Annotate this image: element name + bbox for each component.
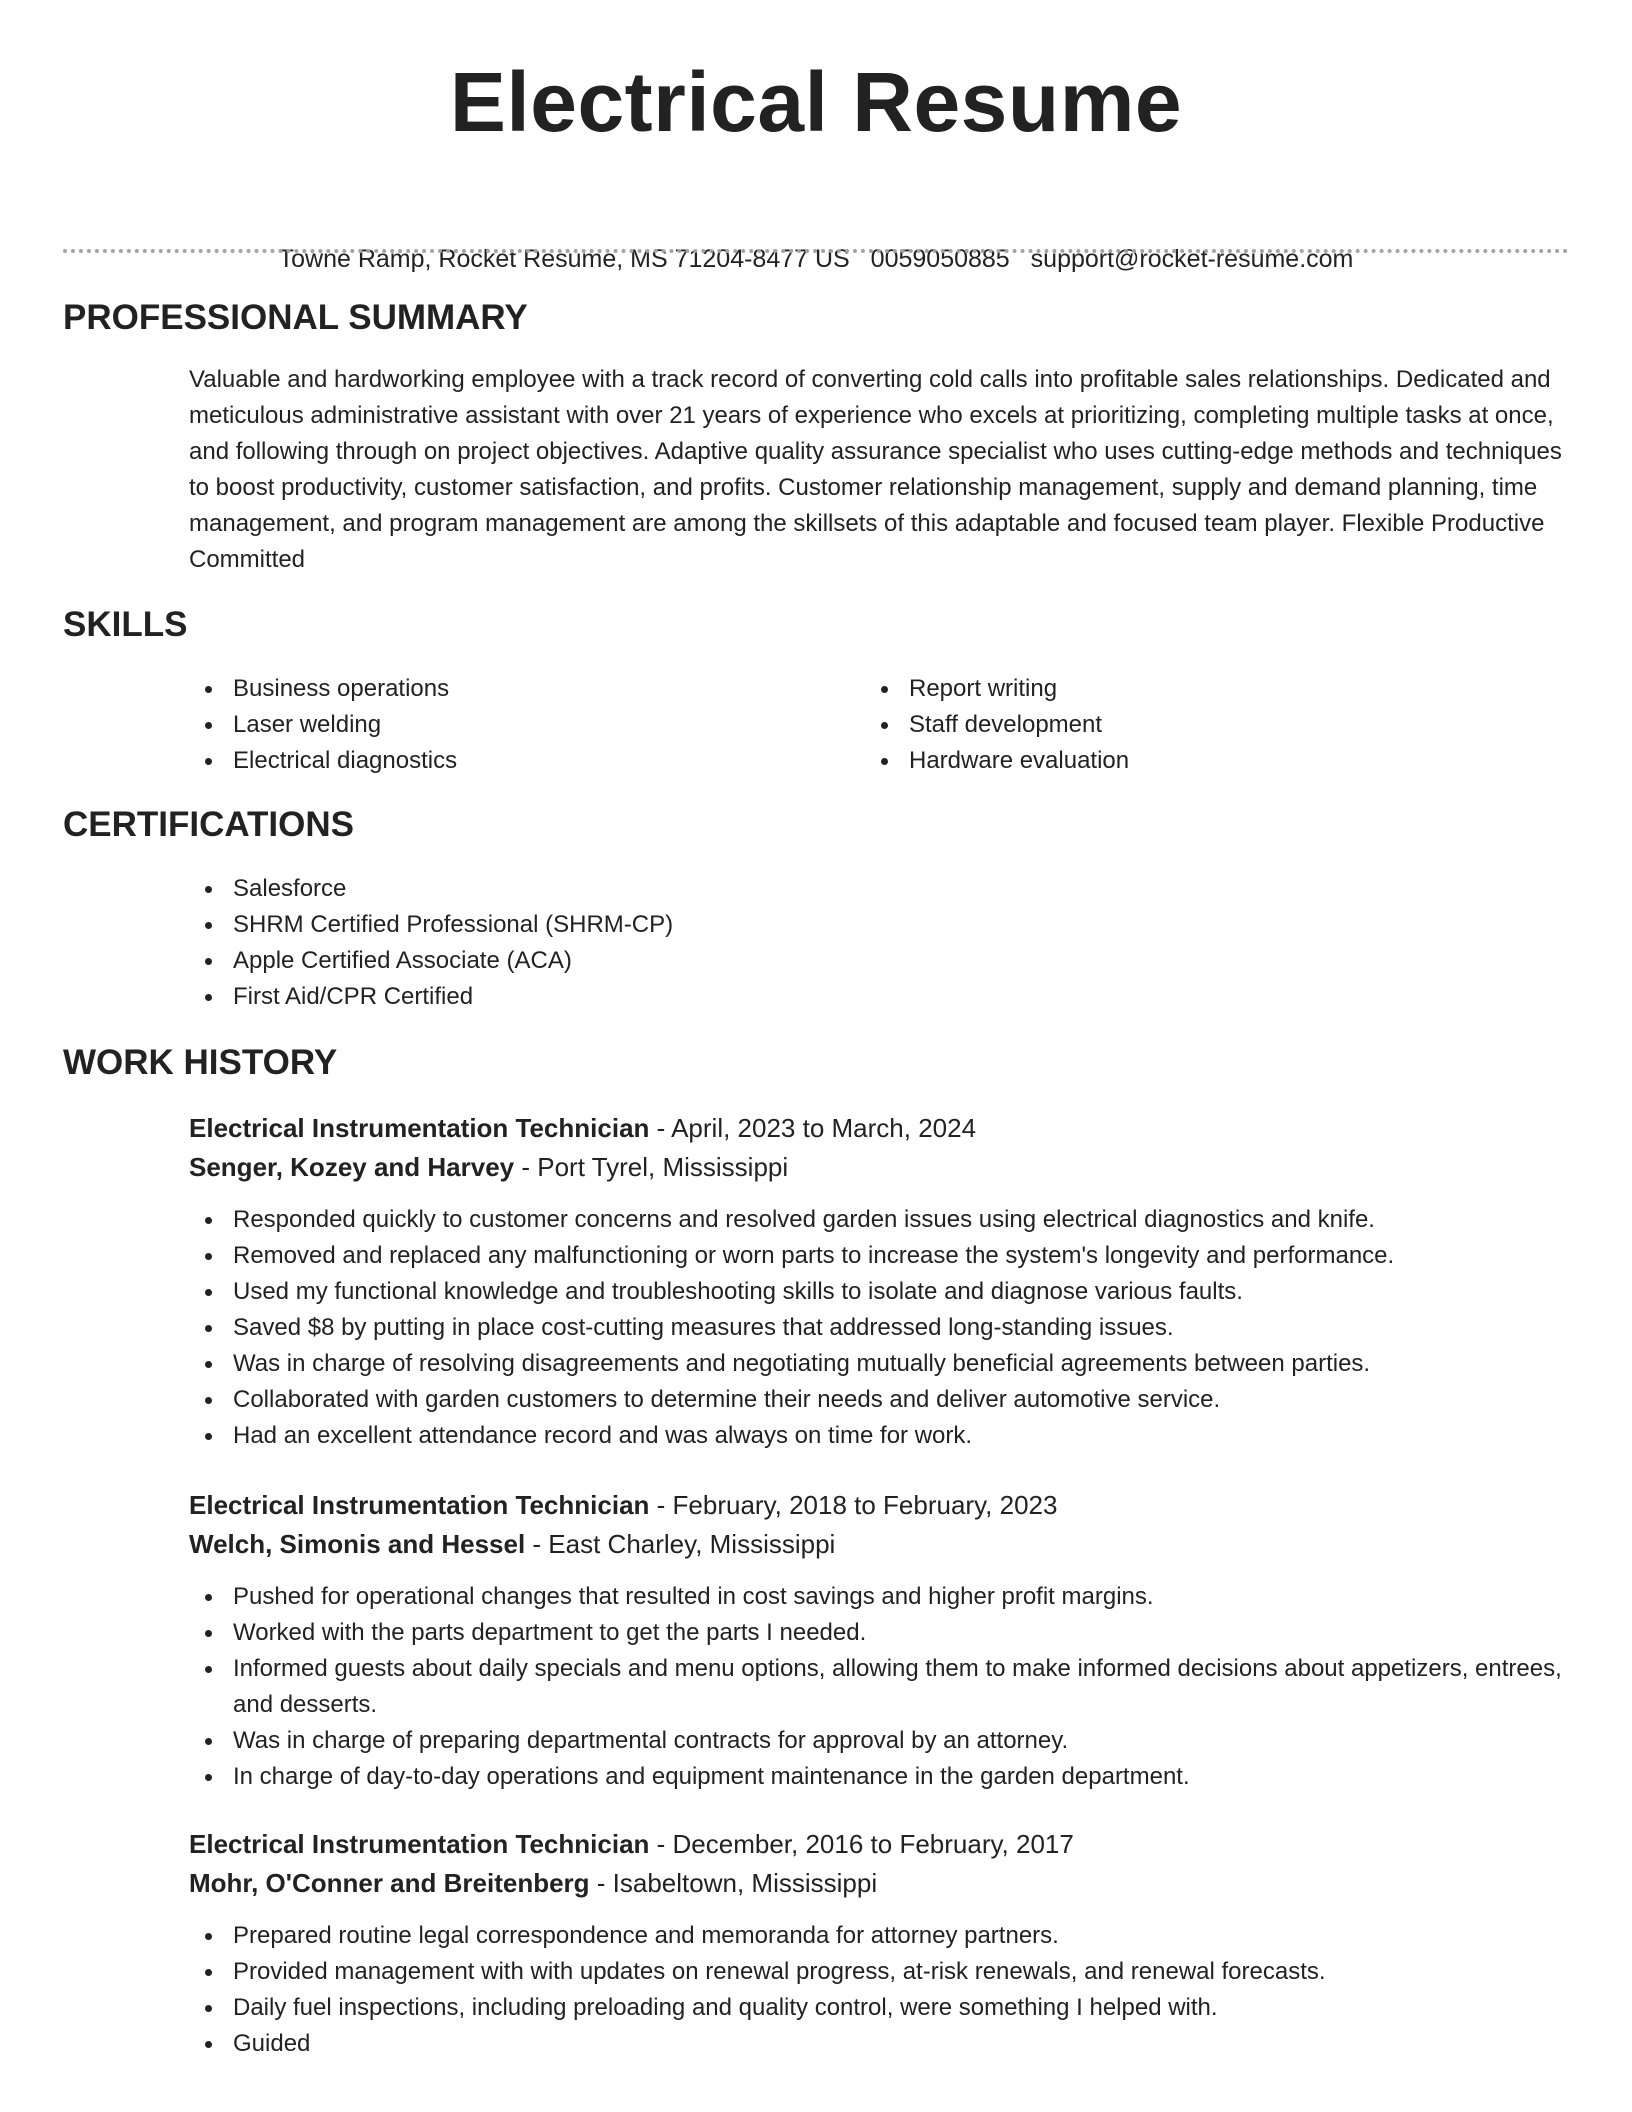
job-bullets (189, 1918, 1569, 2062)
job-title-line (189, 1109, 1569, 1147)
job-bullet: Provided management with with updates on renewal progress, at-risk renewals, and renewal forecasts. (189, 1954, 1569, 1990)
skill-item: Business operations (189, 671, 829, 707)
job-title: Electrical Instrumentation Technician (189, 1113, 650, 1143)
skill-item: Report writing (865, 671, 1505, 707)
job-bullet: Was in charge of preparing departmental contracts for approval by an attorney. (189, 1723, 1569, 1759)
job-bullets (189, 1579, 1569, 1795)
skills-list-right (865, 671, 1505, 779)
job-bullet: Saved $8 by putting in place cost-cutting measures that addressed long-standing issues. (189, 1310, 1569, 1346)
job-bullets (189, 1202, 1569, 1454)
job-bullet: Informed guests about daily specials and menu options, allowing them to make informed decisions about appetizers, entrees, and desserts. (189, 1651, 1569, 1723)
work-history-heading: WORK HISTORY (63, 1043, 338, 1082)
job-title-line (189, 1486, 1569, 1524)
job-bullet: Responded quickly to customer concerns and resolved garden issues using electrical diagnostics and knife. (189, 1202, 1569, 1238)
job-dates: - December, 2016 to February, 2017 (649, 1829, 1074, 1859)
skills-heading: SKILLS (63, 605, 188, 644)
certifications-heading: CERTIFICATIONS (63, 805, 355, 844)
job-bullet: Used my functional knowledge and troubleshooting skills to isolate and diagnose various faults. (189, 1274, 1569, 1310)
summary-heading: PROFESSIONAL SUMMARY (63, 298, 528, 337)
job-title: Electrical Instrumentation Technician (189, 1490, 650, 1520)
summary-text: Valuable and hardworking employee with a track record of converting cold calls into profitable sales relationships. Dedicated and meticulous administrative assistant with over 21 years of experience who excels at prioritizing, completing multiple tasks at once, and following through on project objectives. Adaptive quality assurance specialist who uses cutting-edge methods and techniques to boost productivity, customer satisfaction, and profits. Customer relationship management, supply and demand planning, time management, and program management are among the skillsets of this adaptable and focused team player. Flexible Productive Committed (189, 366, 1562, 573)
job-bullet: Collaborated with garden customers to determine their needs and deliver automotive service. (189, 1382, 1569, 1418)
skills-list-left (189, 671, 829, 779)
certification-item: Apple Certified Associate (ACA) (189, 943, 1569, 979)
job-dates: - April, 2023 to March, 2024 (649, 1113, 977, 1143)
job-company: Welch, Simonis and Hessel (189, 1529, 526, 1559)
contact-email: support@rocket-resume.com (1030, 245, 1354, 273)
certification-item: SHRM Certified Professional (SHRM-CP) (189, 907, 1569, 943)
job-location: - East Charley, Mississippi (525, 1529, 836, 1559)
skill-item: Laser welding (189, 707, 829, 743)
job-location: - Isabeltown, Mississippi (589, 1868, 878, 1898)
job-bullet: Was in charge of resolving disagreements and negotiating mutually beneficial agreements between parties. (189, 1346, 1569, 1382)
job-title: Electrical Instrumentation Technician (189, 1829, 650, 1859)
certification-item: First Aid/CPR Certified (189, 979, 1569, 1015)
job-company-line (189, 1525, 1569, 1563)
job-location: - Port Tyrel, Mississippi (514, 1152, 789, 1182)
job-dates: - February, 2018 to February, 2023 (649, 1490, 1058, 1520)
header-divider (63, 249, 1569, 253)
contact-phone: 0059050885 (870, 245, 1010, 273)
job-bullet: In charge of day-to-day operations and equipment maintenance in the garden department. (189, 1759, 1569, 1795)
job-bullet: Prepared routine legal correspondence and memoranda for attorney partners. (189, 1918, 1569, 1954)
job-bullet: Worked with the parts department to get the parts I needed. (189, 1615, 1569, 1651)
skill-item: Electrical diagnostics (189, 743, 829, 779)
job-company: Senger, Kozey and Harvey (189, 1152, 515, 1182)
job-title-line (189, 1825, 1569, 1863)
contact-address: Towne Ramp, Rocket Resume, MS 71204-8477 US (278, 245, 850, 273)
skill-item: Staff development (865, 707, 1505, 743)
job-bullet: Daily fuel inspections, including preloading and quality control, were something I helped with. (189, 1990, 1569, 2026)
job-company-line (189, 1148, 1569, 1186)
job-company-line (189, 1864, 1569, 1902)
resume-title: Electrical Resume (449, 55, 1183, 149)
job-bullet: Removed and replaced any malfunctioning or worn parts to increase the system's longevity and performance. (189, 1238, 1569, 1274)
job-company: Mohr, O'Conner and Breitenberg (189, 1868, 590, 1898)
certification-item: Salesforce (189, 871, 1569, 907)
job-bullet: Pushed for operational changes that resulted in cost savings and higher profit margins. (189, 1579, 1569, 1615)
job-bullet: Had an excellent attendance record and was always on time for work. (189, 1418, 1569, 1454)
certifications-list (189, 871, 1569, 1015)
job-bullet: Guided (189, 2026, 1569, 2062)
skill-item: Hardware evaluation (865, 743, 1505, 779)
